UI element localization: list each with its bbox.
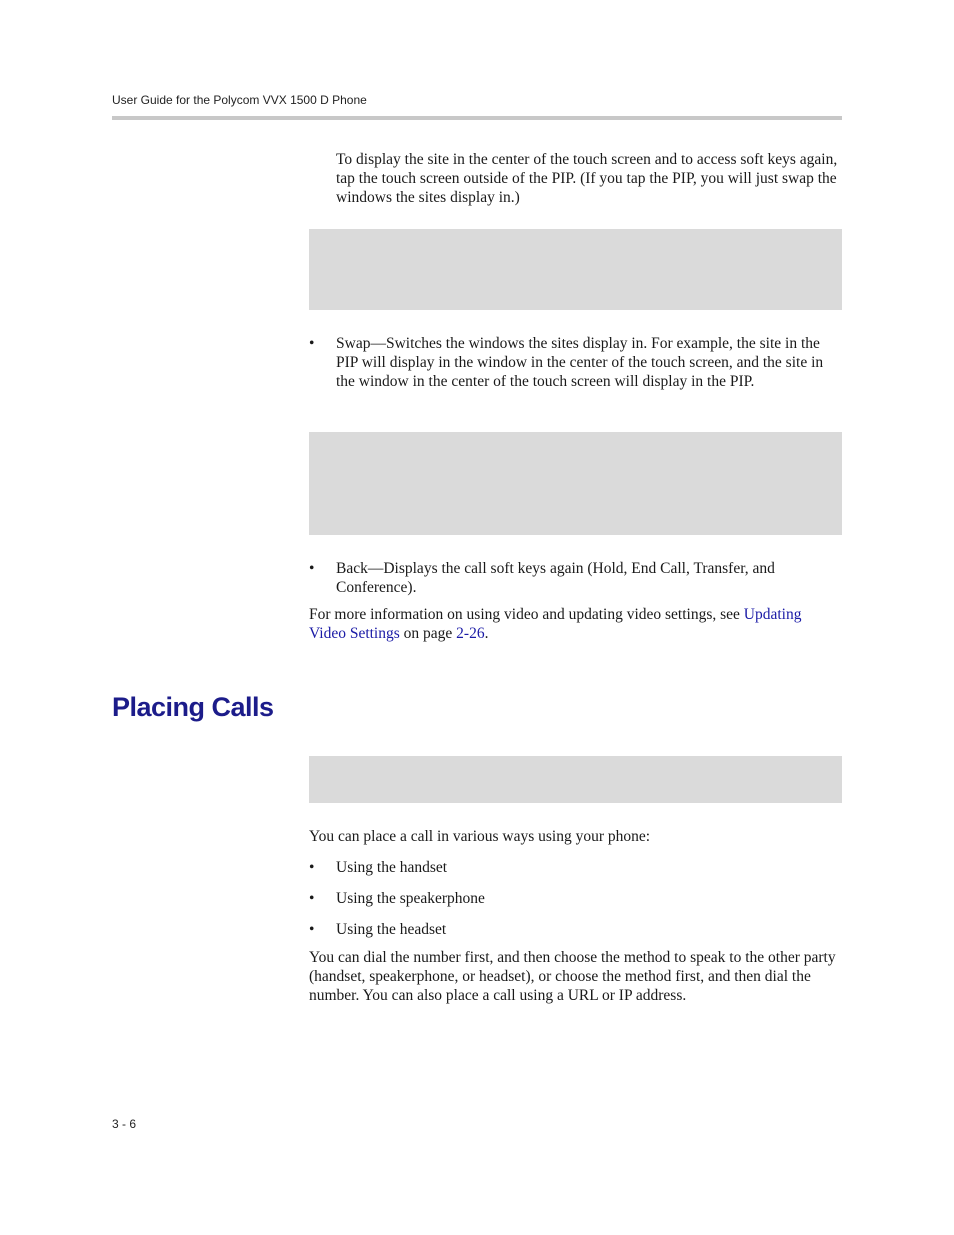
more-info-prefix: For more information on using video and updating video settings, see bbox=[309, 606, 744, 623]
list-item-text: Using the handset bbox=[336, 859, 448, 876]
list-item-text: Using the headset bbox=[336, 921, 447, 938]
list-item-back bbox=[309, 559, 842, 597]
more-info-paragraph bbox=[309, 605, 842, 643]
list-item-text: Swap—Switches the windows the sites display in. For example, the site in the PIP will display in the window in the center of the touch screen, and the site in the window in the center of the touch screen will display in the PIP. bbox=[336, 335, 824, 390]
more-info-middle: on page bbox=[399, 625, 457, 642]
list-item-headset bbox=[309, 920, 842, 939]
image-placeholder-2 bbox=[309, 432, 842, 535]
list-item-text: Back—Displays the call soft keys again (Hold, End Call, Transfer, and Conference). bbox=[336, 560, 775, 596]
pip-paragraph: To display the site in the center of the touch screen and to access soft keys again, tap the touch screen outside of the PIP. (If you tap the PIP, you will just swap the windows the sites display in.) bbox=[336, 151, 838, 206]
closing-paragraph: You can dial the number first, and then choose the method to speak to the other party (handset, speakerphone, or headset), or choose the method first, and then dial the number. You can also place a call using a URL or IP address. bbox=[309, 949, 836, 1004]
bullet-icon: • bbox=[309, 890, 315, 907]
intro-paragraph: You can place a call in various ways using your phone: bbox=[309, 828, 651, 845]
image-placeholder-1 bbox=[309, 229, 842, 310]
list-item-speakerphone bbox=[309, 889, 842, 908]
bullet-icon: • bbox=[309, 335, 315, 352]
page-reference-link[interactable]: 2-26 bbox=[456, 625, 485, 642]
bullet-icon: • bbox=[309, 921, 315, 938]
bullet-icon: • bbox=[309, 859, 315, 876]
bullet-icon: • bbox=[309, 560, 315, 577]
list-item-swap bbox=[309, 334, 842, 391]
running-header: User Guide for the Polycom VVX 1500 D Phone bbox=[112, 93, 367, 107]
section-title: Placing Calls bbox=[112, 692, 274, 722]
list-item-handset bbox=[309, 858, 842, 877]
updating-video-settings-link[interactable]: Updating Video Settings bbox=[309, 606, 802, 642]
more-info-suffix: . bbox=[484, 625, 489, 642]
page-number: 3 - 6 bbox=[112, 1117, 137, 1131]
header-rule bbox=[112, 116, 842, 120]
list-item-text: Using the speakerphone bbox=[336, 890, 485, 907]
image-placeholder-3 bbox=[309, 756, 842, 803]
